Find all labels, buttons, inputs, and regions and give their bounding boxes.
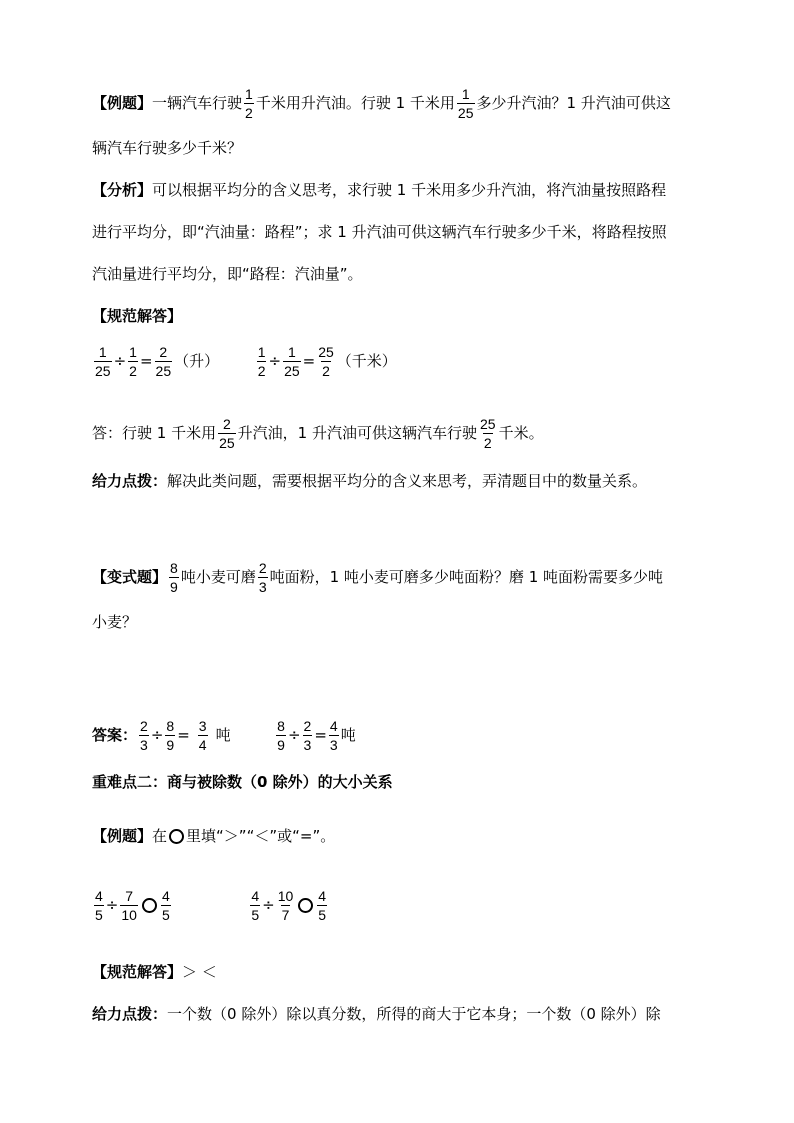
fraction: [303, 718, 313, 753]
numerator: 4: [95, 888, 103, 904]
fraction: [317, 344, 335, 379]
fraction: [317, 888, 327, 923]
denominator: 3: [303, 737, 312, 753]
example-text-part2: 千米用升汽油。行驶 1 千米用: [255, 94, 455, 112]
answer-label: 答案：: [92, 726, 138, 744]
fraction: [169, 560, 179, 595]
answer-text-part1: 答：行驶 1 千米用: [92, 424, 217, 442]
unit-label: （升）: [174, 352, 220, 370]
circle-icon: [298, 898, 313, 913]
tip-text: 解决此类问题，需要根据平均分的含义来思考，弄清题目中的数量关系。: [167, 472, 648, 490]
solution-answer: [92, 416, 544, 451]
denominator: 2: [245, 105, 253, 121]
solution-equations: [92, 344, 397, 379]
denominator: 5: [161, 907, 170, 923]
denominator: 9: [166, 737, 175, 753]
equals-sign: =: [139, 352, 153, 370]
variant-tag: 【变式题】: [92, 568, 168, 586]
tip1: [92, 471, 647, 491]
fraction: [283, 344, 301, 379]
denominator: 5: [318, 907, 327, 923]
denominator: 2: [129, 363, 137, 379]
numerator: 1: [287, 344, 296, 360]
denominator: 3: [329, 737, 338, 753]
circle-icon: [169, 829, 184, 844]
fraction: [94, 888, 104, 923]
denominator: 7: [281, 907, 290, 923]
numerator: 1: [461, 86, 470, 102]
unit-label: 吨: [215, 726, 231, 744]
numerator: 8: [170, 560, 178, 576]
example1-line1: [92, 86, 671, 121]
equals-sign: =: [302, 352, 316, 370]
fraction: [258, 560, 268, 595]
divide-sign: ÷: [150, 726, 164, 744]
example-text-part1: 在: [152, 827, 168, 845]
denominator: 25: [284, 363, 300, 379]
fraction: [139, 718, 149, 753]
solution-heading: 【规范解答】: [92, 307, 183, 325]
numerator: 1: [257, 344, 266, 360]
fraction: [250, 888, 260, 923]
fraction: [120, 888, 138, 923]
analysis-line3: 汽油量进行平均分，即“路程：汽油量”。: [92, 265, 363, 283]
numerator: 8: [166, 718, 175, 734]
numerator: 2: [258, 560, 267, 576]
numerator: 1: [245, 86, 253, 102]
numerator: 2: [140, 718, 148, 734]
divide-sign: ÷: [113, 352, 127, 370]
numerator: 4: [329, 718, 338, 734]
denominator: 2: [257, 363, 266, 379]
solution2-line: [92, 962, 217, 982]
variant-text-part1: 吨小麦可磨: [180, 568, 256, 586]
divide-sign: ÷: [105, 896, 119, 914]
variant-text-part2: 吨面粉，1 吨小麦可磨多少吨面粉？磨 1 吨面粉需要多少吨: [269, 568, 664, 586]
analysis-tag: 【分析】: [92, 181, 153, 199]
fraction: [276, 718, 286, 753]
answer-text-part2: 升汽油，1 升汽油可供这辆汽车行驶: [237, 424, 477, 442]
unit-label: （千米）: [336, 352, 397, 370]
circle-icon: [142, 898, 157, 913]
numerator: 2: [303, 718, 312, 734]
numerator: 4: [251, 888, 260, 904]
fraction: [155, 344, 173, 379]
fraction: [257, 344, 267, 379]
keypoint-heading: 重难点二：商与被除数（0 除外）的大小关系: [92, 773, 393, 791]
answer-line: [92, 718, 356, 753]
example-tag: 【例题】: [92, 94, 153, 112]
divide-sign: ÷: [268, 352, 282, 370]
analysis-text: 可以根据平均分的含义思考，求行驶 1 千米用多少升汽油，将汽油量按照路程: [152, 181, 667, 199]
denominator: 2: [322, 363, 330, 379]
equals-sign: =: [314, 726, 327, 744]
fraction: [479, 416, 497, 451]
denominator: 25: [457, 105, 474, 121]
analysis-line1: [92, 180, 666, 200]
numerator: 4: [318, 888, 327, 904]
solution-heading: 【规范解答】: [92, 963, 183, 981]
denominator: 2: [483, 435, 492, 451]
compare-line: [92, 888, 329, 923]
numerator: 8: [277, 718, 285, 734]
fraction-1-25: [457, 86, 475, 121]
numerator: 2: [159, 344, 168, 360]
example2-line: [92, 826, 335, 846]
variant-line1: [92, 560, 663, 595]
fraction: [218, 416, 236, 451]
tip-label: 给力点拨：: [92, 1005, 168, 1023]
tip-text: 一个数（0 除外）除以真分数，所得的商大于它本身；一个数（0 除外）除: [167, 1005, 661, 1023]
divide-sign: ÷: [262, 896, 275, 914]
denominator: 4: [198, 737, 207, 753]
numerator: 1: [98, 344, 107, 360]
example-text-part3: 多少升汽油？1 升汽油可供这: [476, 94, 671, 112]
denominator: 3: [140, 737, 148, 753]
unit-label: 吨: [340, 726, 356, 744]
denominator: 25: [155, 363, 172, 379]
divide-sign: ÷: [287, 726, 301, 744]
denominator: 9: [170, 579, 178, 595]
example-text-part1: 一辆汽车行驶: [152, 94, 243, 112]
example1-line2: 辆汽车行驶多少千米？: [92, 139, 243, 157]
denominator: 5: [95, 907, 103, 923]
example-tag: 【例题】: [92, 827, 153, 845]
numerator: 2: [222, 416, 231, 432]
fraction: [165, 718, 175, 753]
tip-label: 给力点拨：: [92, 472, 168, 490]
solution-answer: ＞ ＜: [182, 963, 217, 981]
numerator: 25: [480, 416, 496, 432]
numerator: 4: [161, 888, 170, 904]
fraction: [198, 718, 208, 753]
denominator: 10: [121, 907, 137, 923]
denominator: 5: [251, 907, 260, 923]
example-text-part2: 里填“＞”“＜”或“=”。: [186, 827, 336, 845]
variant-line2: 小麦？: [92, 613, 138, 631]
fraction: [329, 718, 339, 753]
analysis-line2: 进行平均分，即“汽油量：路程”；求 1 升汽油可供这辆汽车行驶多少千米，将路程按照: [92, 223, 667, 241]
denominator: 25: [219, 435, 235, 451]
fraction: [161, 888, 171, 923]
answer-text-part3: 千米。: [498, 424, 544, 442]
numerator: 3: [198, 718, 207, 734]
fraction: [277, 888, 295, 923]
fraction: [128, 344, 138, 379]
numerator: 7: [125, 888, 134, 904]
fraction-1-2: [244, 86, 254, 121]
numerator: 10: [277, 888, 294, 904]
numerator: 1: [129, 344, 137, 360]
fraction: [94, 344, 112, 379]
numerator: 25: [318, 344, 334, 360]
denominator: 3: [258, 579, 267, 595]
denominator: 9: [277, 737, 285, 753]
denominator: 25: [95, 363, 111, 379]
tip2: [92, 1004, 661, 1024]
equals-sign: =: [177, 726, 190, 744]
